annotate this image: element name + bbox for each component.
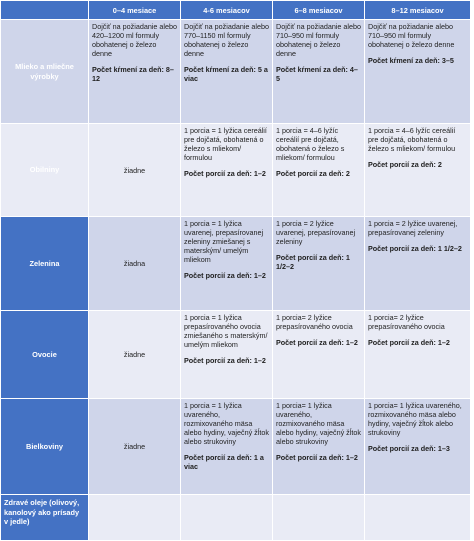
cell-text: 1 porcia = 2 lyžice uvarenej, prepasírovanej zeleniny (368, 219, 458, 237)
cell-text: 1 porcia= 1 lyžica uvareného, rozmixovaného mäsa alebo hydiny, vaječný žĺtok alebo strukoviny (368, 401, 462, 437)
cell-dairy-6-8 (273, 20, 365, 124)
cell-text: Dojčiť na požiadanie alebo 770–1150 ml formuly obohatenej o železo denne (184, 22, 270, 58)
cell-vegetables-4-6 (181, 217, 273, 311)
cell-oils-4-6 (181, 495, 273, 541)
cell-count: Počet porcií za deň: 1–2 (184, 271, 266, 280)
header-6-8-months: 6–8 mesiacov (273, 1, 365, 20)
cell-dairy-0-4 (89, 20, 181, 124)
header-row (1, 1, 471, 20)
cell-text: 1 porcia = 1 lyžica cereálií pre dojčatá, obohatená o železo s mliekom/ formulou (184, 126, 267, 162)
cell-count: Počet porcií za deň: 1 a viac (184, 453, 264, 471)
cell-protein-8-12 (365, 399, 471, 495)
table-row (1, 311, 471, 399)
cell-count: Počet porcií za deň: 1 1/2–2 (368, 244, 462, 253)
cell-count: Počet kŕmení za deň: 5 a viac (184, 65, 268, 83)
row-label-vegetables: Zelenina (1, 217, 89, 311)
cell-oils-0-4 (89, 495, 181, 541)
cell-text: 1 porcia = 2 lyžice uvarenej, prepasírovanej zeleniny (276, 219, 356, 246)
cell-count: Počet porcií za deň: 1–2 (368, 338, 450, 347)
cell-count: Počet porcií za deň: 1 1/2–2 (276, 253, 350, 271)
cell-count: Počet porcií za deň: 1–2 (184, 169, 266, 178)
table-row (1, 495, 471, 541)
cell-vegetables-8-12 (365, 217, 471, 311)
cell-dairy-8-12 (365, 20, 471, 124)
cell-cereals-0-4: žiadne (89, 124, 181, 217)
cell-fruit-0-4: žiadne (89, 311, 181, 399)
cell-count: Počet kŕmení za deň: 4–5 (276, 65, 358, 83)
cell-fruit-6-8 (273, 311, 365, 399)
cell-count: Počet porcií za deň: 1–2 (276, 453, 358, 462)
cell-text: 1 porcia = 1 lyžica uvarenej, prepasírovanej zeleniny zmiešanej s materským/ umelým mliekom (184, 219, 264, 264)
cell-text: 1 porcia= 2 lyžice prepasírovaného ovocia (368, 313, 445, 331)
header-corner (1, 1, 89, 20)
cell-text: 1 porcia = 1 lyžica prepasírovaného ovocia zmiešaného s materským/ umelým mliekom (184, 313, 268, 349)
cell-cereals-4-6 (181, 124, 273, 217)
row-label-cereals: Obilniny (1, 124, 89, 217)
header-8-12-months: 8–12 mesiacov (365, 1, 471, 20)
cell-text: 1 porcia = 4–6 lyžíc cereálií pre dojčatá, obohatená o železo s mliekom/ formulou (276, 126, 345, 162)
cell-cereals-8-12 (365, 124, 471, 217)
cell-fruit-4-6 (181, 311, 273, 399)
row-label-dairy: Mlieko a mliečne výrobky (1, 20, 89, 124)
cell-text: 1 porcia = 1 lyžica uvareného, rozmixovaného mäsa alebo hydiny, vaječný žĺtok alebo strukoviny (184, 401, 269, 446)
cell-count: Počet kŕmení za deň: 8–12 (92, 65, 174, 83)
cell-oils-6-8 (273, 495, 365, 541)
table-row (1, 217, 471, 311)
cell-count: Počet porcií za deň: 1–2 (184, 356, 266, 365)
cell-count: Počet porcií za deň: 2 (368, 160, 442, 169)
cell-text: Dojčiť na požiadanie alebo 710–950 ml formuly obohatenej o železo denne (276, 22, 362, 58)
row-label-healthy-oils: Zdravé oleje (olivový, kanolový ako prísady v jedle) (1, 495, 89, 541)
row-label-protein: Bielkoviny (1, 399, 89, 495)
table-row (1, 124, 471, 217)
cell-count: Počet kŕmení za deň: 3–5 (368, 56, 454, 65)
cell-protein-0-4: žiadne (89, 399, 181, 495)
cell-vegetables-0-4: žiadna (89, 217, 181, 311)
cell-text: 1 porcia = 4–6 lyžíc cereálií pre dojčatá, obohatená o železo s mliekom/ formulou (368, 126, 456, 153)
table-row (1, 20, 471, 124)
cell-count: Počet porcií za deň: 1–3 (368, 444, 450, 453)
header-0-4-months: 0–4 mesiace (89, 1, 181, 20)
cell-text: 1 porcia= 1 lyžica uvareného, rozmixovaného mäsa alebo hydiny, vaječný žĺtok alebo strukoviny (276, 401, 361, 446)
table-row (1, 399, 471, 495)
cell-cereals-6-8 (273, 124, 365, 217)
cell-text: Dojčiť na požiadanie alebo 710–950 ml formuly obohatenej o železo denne (368, 22, 455, 49)
cell-dairy-4-6 (181, 20, 273, 124)
row-label-fruit: Ovocie (1, 311, 89, 399)
cell-count: Počet porcií za deň: 1–2 (276, 338, 358, 347)
cell-text: 1 porcia= 2 lyžice prepasírovaného ovocia (276, 313, 353, 331)
cell-protein-4-6 (181, 399, 273, 495)
header-4-6-months: 4-6 mesiacov (181, 1, 273, 20)
cell-protein-6-8 (273, 399, 365, 495)
cell-text: Dojčiť na požiadanie alebo 420–1200 ml formuly obohatenej o železo denne (92, 22, 178, 58)
cell-oils-8-12 (365, 495, 471, 541)
cell-fruit-8-12 (365, 311, 471, 399)
cell-vegetables-6-8 (273, 217, 365, 311)
cell-count: Počet porcií za deň: 2 (276, 169, 350, 178)
